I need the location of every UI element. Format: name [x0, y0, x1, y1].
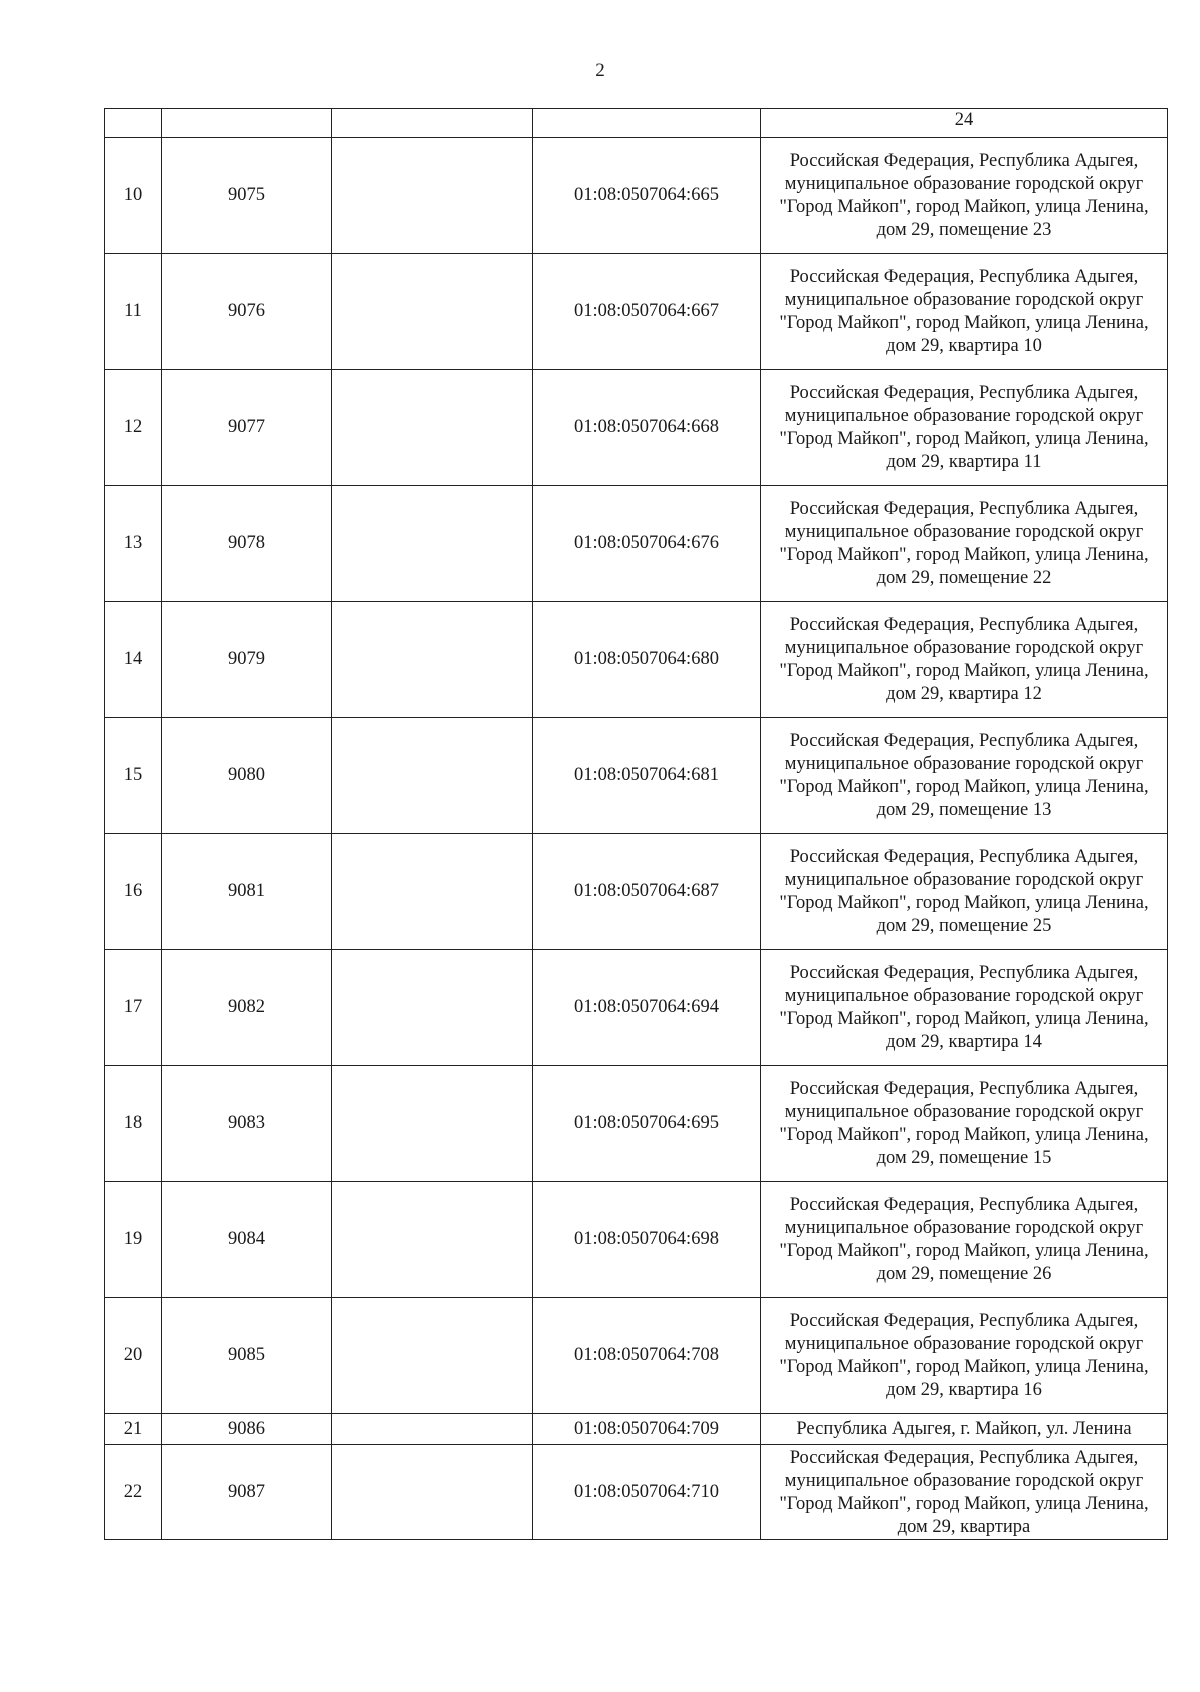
cell-empty	[105, 109, 162, 138]
registry-number-cell: 9081	[162, 834, 332, 950]
cadastral-number-cell: 01:08:0507064:710	[533, 1445, 761, 1540]
cadastral-number-cell: 01:08:0507064:680	[533, 602, 761, 718]
address-cell: Российская Федерация, Республика Адыгея, муниципальное образование городской округ "Город Майкоп", город Майкоп, улица Ленина, дом 29, помещение 25	[761, 834, 1168, 950]
cadastral-number-cell: 01:08:0507064:687	[533, 834, 761, 950]
address-cell: Российская Федерация, Республика Адыгея, муниципальное образование городской округ "Город Майкоп", город Майкоп, улица Ленина, дом 29, квартира	[761, 1445, 1168, 1540]
address-cell: Российская Федерация, Республика Адыгея, муниципальное образование городской округ "Город Майкоп", город Майкоп, улица Ленина, дом 29, квартира 12	[761, 602, 1168, 718]
extra-cell	[332, 486, 533, 602]
row-number-cell: 14	[105, 602, 162, 718]
page-number: 2	[595, 60, 605, 81]
cell-empty	[162, 109, 332, 138]
registry-number-cell: 9078	[162, 486, 332, 602]
address-cell: Российская Федерация, Республика Адыгея, муниципальное образование городской округ "Город Майкоп", город Майкоп, улица Ленина, дом 29, квартира 10	[761, 254, 1168, 370]
extra-cell	[332, 834, 533, 950]
cadastral-number-cell: 01:08:0507064:695	[533, 1066, 761, 1182]
cadastral-number-cell: 01:08:0507064:694	[533, 950, 761, 1066]
row-number-cell: 19	[105, 1182, 162, 1298]
registry-number-cell: 9082	[162, 950, 332, 1066]
registry-number-cell: 9087	[162, 1445, 332, 1540]
extra-cell	[332, 254, 533, 370]
table-row	[105, 718, 1168, 834]
address-cell: Российская Федерация, Республика Адыгея, муниципальное образование городской округ "Город Майкоп", город Майкоп, улица Ленина, дом 29, помещение 23	[761, 138, 1168, 254]
row-number-cell: 20	[105, 1298, 162, 1414]
table-row	[105, 602, 1168, 718]
registry-number-cell: 9080	[162, 718, 332, 834]
registry-number-cell: 9086	[162, 1414, 332, 1445]
table-row	[105, 1445, 1168, 1540]
row-number-cell: 12	[105, 370, 162, 486]
table-row	[105, 1182, 1168, 1298]
row-number-cell: 13	[105, 486, 162, 602]
registry-number-cell: 9083	[162, 1066, 332, 1182]
address-cell: Российская Федерация, Республика Адыгея, муниципальное образование городской округ "Город Майкоп", город Майкоп, улица Ленина, дом 29, квартира 11	[761, 370, 1168, 486]
table-row	[105, 1414, 1168, 1445]
extra-cell	[332, 370, 533, 486]
registry-number-cell: 9079	[162, 602, 332, 718]
table-row	[105, 254, 1168, 370]
extra-cell	[332, 1414, 533, 1445]
row-number-cell: 11	[105, 254, 162, 370]
row-number-cell: 21	[105, 1414, 162, 1445]
registry-number-cell: 9075	[162, 138, 332, 254]
table-body	[105, 109, 1168, 1540]
table-row	[105, 950, 1168, 1066]
registry-number-cell: 9077	[162, 370, 332, 486]
cadastral-number-cell: 01:08:0507064:698	[533, 1182, 761, 1298]
row-number-cell: 22	[105, 1445, 162, 1540]
cadastral-number-cell: 01:08:0507064:665	[533, 138, 761, 254]
property-table	[104, 108, 1168, 1540]
continuation-address-tail: 24	[761, 109, 1168, 138]
cell-empty	[533, 109, 761, 138]
table-row	[105, 1066, 1168, 1182]
address-cell: Республика Адыгея, г. Майкоп, ул. Ленина	[761, 1414, 1168, 1445]
cadastral-number-cell: 01:08:0507064:676	[533, 486, 761, 602]
row-number-cell: 15	[105, 718, 162, 834]
cadastral-number-cell: 01:08:0507064:668	[533, 370, 761, 486]
table-row	[105, 486, 1168, 602]
table-row	[105, 1298, 1168, 1414]
registry-number-cell: 9084	[162, 1182, 332, 1298]
row-number-cell: 10	[105, 138, 162, 254]
cadastral-number-cell: 01:08:0507064:681	[533, 718, 761, 834]
row-number-cell: 18	[105, 1066, 162, 1182]
cadastral-number-cell: 01:08:0507064:708	[533, 1298, 761, 1414]
address-cell: Российская Федерация, Республика Адыгея, муниципальное образование городской округ "Город Майкоп", город Майкоп, улица Ленина, дом 29, помещение 26	[761, 1182, 1168, 1298]
extra-cell	[332, 1445, 533, 1540]
registry-number-cell: 9085	[162, 1298, 332, 1414]
cadastral-number-cell: 01:08:0507064:667	[533, 254, 761, 370]
table-row	[105, 834, 1168, 950]
extra-cell	[332, 602, 533, 718]
table-row	[105, 138, 1168, 254]
cell-empty	[332, 109, 533, 138]
continuation-row	[105, 109, 1168, 138]
address-cell: Российская Федерация, Республика Адыгея, муниципальное образование городской округ "Город Майкоп", город Майкоп, улица Ленина, дом 29, помещение 22	[761, 486, 1168, 602]
extra-cell	[332, 1298, 533, 1414]
address-cell: Российская Федерация, Республика Адыгея, муниципальное образование городской округ "Город Майкоп", город Майкоп, улица Ленина, дом 29, помещение 13	[761, 718, 1168, 834]
address-cell: Российская Федерация, Республика Адыгея, муниципальное образование городской округ "Город Майкоп", город Майкоп, улица Ленина, дом 29, квартира 14	[761, 950, 1168, 1066]
row-number-cell: 17	[105, 950, 162, 1066]
registry-number-cell: 9076	[162, 254, 332, 370]
address-cell: Российская Федерация, Республика Адыгея, муниципальное образование городской округ "Город Майкоп", город Майкоп, улица Ленина, дом 29, квартира 16	[761, 1298, 1168, 1414]
cadastral-number-cell: 01:08:0507064:709	[533, 1414, 761, 1445]
address-cell: Российская Федерация, Республика Адыгея, муниципальное образование городской округ "Город Майкоп", город Майкоп, улица Ленина, дом 29, помещение 15	[761, 1066, 1168, 1182]
extra-cell	[332, 718, 533, 834]
extra-cell	[332, 950, 533, 1066]
row-number-cell: 16	[105, 834, 162, 950]
extra-cell	[332, 1182, 533, 1298]
extra-cell	[332, 1066, 533, 1182]
extra-cell	[332, 138, 533, 254]
table-row	[105, 370, 1168, 486]
